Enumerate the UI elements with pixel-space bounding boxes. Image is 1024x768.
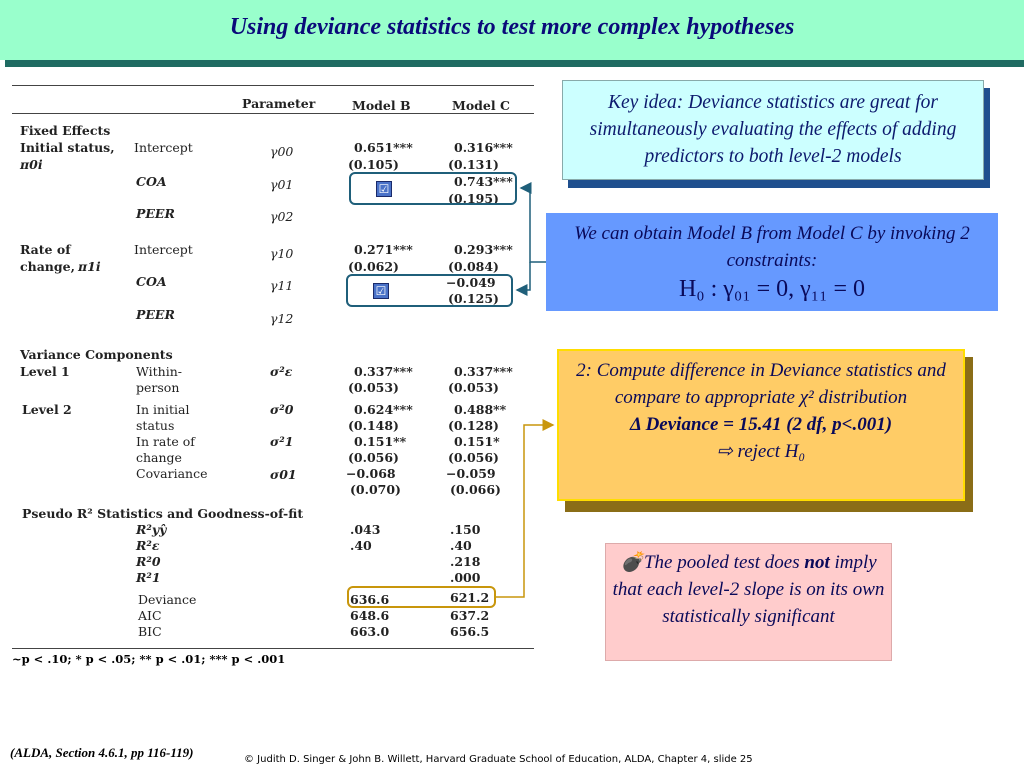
- sigma0: σ²0: [270, 402, 294, 417]
- within-c: 0.337***: [454, 364, 513, 379]
- gamma12: γ12: [270, 311, 294, 326]
- in-initial-label: In initial: [136, 402, 190, 417]
- within-label: Within-: [136, 364, 182, 379]
- rate-var-c: 0.151*: [454, 434, 500, 449]
- pooled-test-box: [605, 543, 892, 661]
- pseudo-r2-label: Pseudo R² Statistics and Goodness-of-fit: [22, 506, 304, 521]
- pi1-symbol: π1i: [78, 259, 101, 274]
- init-coa-c-se: (0.195): [448, 191, 499, 206]
- init-var-b: 0.624***: [354, 402, 413, 417]
- within-c-se: (0.053): [448, 380, 499, 395]
- gamma10: γ10: [270, 246, 294, 261]
- pooled-pre: The pooled test does: [643, 552, 805, 573]
- aic-label: AIC: [138, 608, 162, 623]
- rate-int-b: 0.271***: [354, 242, 413, 257]
- gamma01: γ01: [270, 177, 294, 192]
- change-sub-label: change: [136, 450, 182, 465]
- compare-text: 2: Compute difference in Deviance statistics and compare to appropriate χ² distribution: [576, 360, 946, 408]
- deviance-b: 636.6: [350, 592, 390, 607]
- covariance-label: Covariance: [136, 466, 208, 481]
- bomb-icon: 💣: [620, 552, 644, 573]
- init-int-b: 0.651***: [354, 140, 413, 155]
- fixed-effects-label: Fixed Effects: [20, 123, 111, 138]
- coa-label-2: COA: [136, 274, 167, 289]
- rate-label: Rate of: [20, 242, 71, 257]
- rate-coa-c-se: (0.125): [448, 291, 499, 306]
- bic-label: BIC: [138, 624, 162, 639]
- deviance-label: Deviance: [138, 592, 197, 607]
- r2-yy-label: R²yŷ: [136, 522, 167, 537]
- gamma11: γ11: [270, 278, 294, 293]
- init-var-c: 0.488**: [454, 402, 507, 417]
- rate-int-b-se: (0.062): [348, 259, 399, 274]
- cov-c-se: (0.066): [450, 482, 501, 497]
- peer-label-2: PEER: [136, 307, 175, 322]
- init-var-b-se: (0.148): [348, 418, 399, 433]
- r2-0-label: R²0: [136, 554, 161, 569]
- sigma-eps: σ²ε: [270, 364, 293, 379]
- bic-b: 663.0: [350, 624, 390, 639]
- cov-b-se: (0.070): [350, 482, 401, 497]
- within-b: 0.337***: [354, 364, 413, 379]
- rate-int-c-se: (0.084): [448, 259, 499, 274]
- reject-h0: ⇨ reject H₀: [716, 441, 806, 462]
- header-model-c: Model C: [452, 98, 510, 113]
- rate-var-b: 0.151**: [354, 434, 407, 449]
- citation: (ALDA, Section 4.6.1, pp 116-119): [10, 745, 194, 760]
- arrow-to-compare-box: [496, 425, 553, 597]
- model-b-constraint-box: [546, 213, 998, 311]
- intercept-label-1: Intercept: [134, 140, 193, 155]
- r2-1-c: .000: [450, 570, 481, 585]
- gamma02: γ02: [270, 209, 294, 224]
- initial-status-label: Initial status,: [20, 140, 115, 155]
- sigma01: σ01: [270, 467, 297, 482]
- aic-c: 637.2: [450, 608, 490, 623]
- key-idea-text: Key idea: Deviance statistics are great for simultaneously evaluating the effects of adding predictors to both level-2 models: [589, 92, 957, 167]
- header-parameter: Parameter: [242, 96, 316, 111]
- checkbox-icon: ☑: [376, 181, 392, 197]
- r2-yy-c: .150: [450, 522, 481, 537]
- slide-title: Using deviance statistics to test more complex hypotheses: [229, 14, 795, 40]
- rate-coa-c: −0.049: [446, 275, 496, 290]
- null-hypothesis-formula: H₀ : γ₀₁ = 0, γ₁₁ = 0: [678, 276, 866, 302]
- change-label: change,: [20, 259, 75, 274]
- header-model-b: Model B: [352, 98, 411, 113]
- arrow-to-coa-rate: [517, 262, 530, 290]
- gamma00: γ00: [270, 144, 294, 159]
- init-int-c: 0.316***: [454, 140, 513, 155]
- table-footnote: ~p < .10; * p < .05; ** p < .01; *** p < .001: [12, 652, 286, 666]
- r2-e-c: .40: [450, 538, 472, 553]
- init-coa-c: 0.743***: [454, 174, 513, 189]
- cov-c: −0.059: [446, 466, 496, 481]
- cov-b: −0.068: [346, 466, 396, 481]
- rate-int-c: 0.293***: [454, 242, 513, 257]
- level2-label: Level 2: [22, 402, 72, 417]
- within-b-se: (0.053): [348, 380, 399, 395]
- init-var-c-se: (0.128): [448, 418, 499, 433]
- pooled-not: not: [804, 552, 830, 573]
- copyright: © Judith D. Singer & John B. Willett, Harvard Graduate School of Education, ALDA, Chapter 4, slide 25: [244, 754, 753, 765]
- rate-var-b-se: (0.056): [348, 450, 399, 465]
- r2-1-label: R²1: [136, 570, 161, 585]
- r2-0-c: .218: [450, 554, 481, 569]
- in-rate-label: In rate of: [136, 434, 195, 449]
- variance-components-label: Variance Components: [20, 347, 173, 362]
- rate-var-c-se: (0.056): [448, 450, 499, 465]
- r2-yy-b: .043: [350, 522, 381, 537]
- compare-deviance-box: [557, 349, 965, 501]
- r2-e-label: R²ε: [136, 538, 160, 553]
- pooled-post: imply that each level-2 slope is on its own statistically significant: [612, 552, 885, 627]
- init-int-b-se: (0.105): [348, 157, 399, 172]
- r2-e-b: .40: [350, 538, 372, 553]
- arrow-to-coa-initial: [521, 188, 546, 262]
- deviance-result: Δ Deviance = 15.41 (2 df, p<.001): [629, 414, 893, 435]
- aic-b: 648.6: [350, 608, 390, 623]
- model-b-text: We can obtain Model B from Model C by invoking 2 constraints:: [574, 223, 970, 271]
- intercept-label-2: Intercept: [134, 242, 193, 257]
- init-int-c-se: (0.131): [448, 157, 499, 172]
- deviance-c: 621.2: [450, 590, 490, 605]
- checkbox-icon: ☑: [373, 283, 389, 299]
- person-label: person: [136, 380, 180, 395]
- sigma1: σ²1: [270, 434, 294, 449]
- level1-label: Level 1: [20, 364, 70, 379]
- peer-label-1: PEER: [136, 206, 175, 221]
- status-label: status: [136, 418, 175, 433]
- coa-label-1: COA: [136, 174, 167, 189]
- bic-c: 656.5: [450, 624, 490, 639]
- pi0-symbol: π0i: [20, 157, 43, 172]
- key-idea-box: [562, 80, 984, 180]
